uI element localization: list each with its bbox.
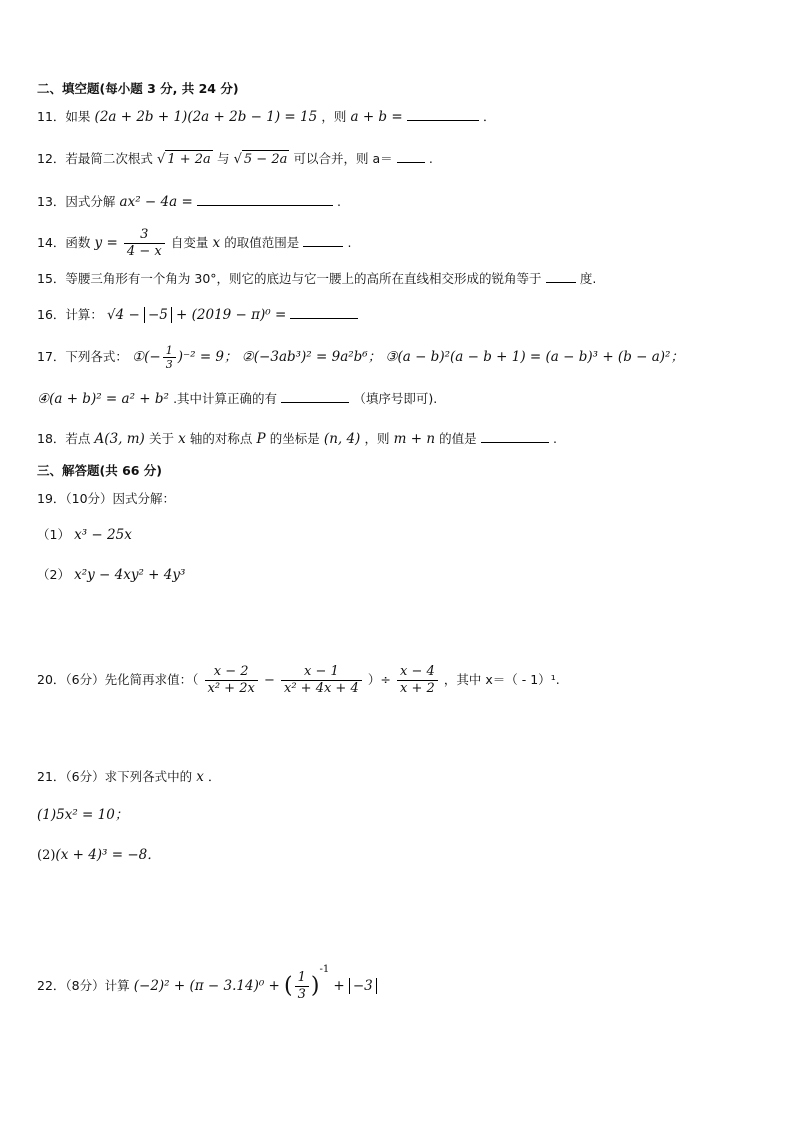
q17-frac-den: 3 [165, 358, 173, 371]
q22-label: 22．（8分）计算 [37, 978, 130, 993]
question-21-part-1: (1)5x² = 10； [37, 807, 129, 823]
q22-exponent: -1 [319, 964, 330, 975]
q19-p2-label: （2） [37, 567, 70, 582]
q22-fraction [295, 970, 309, 1003]
q20-div: ）÷ [367, 672, 391, 687]
q17-answer-blank[interactable] [281, 390, 349, 403]
q14-mid: 自变量 [170, 235, 209, 250]
q15-answer-blank[interactable] [546, 270, 576, 283]
q12-mid1: 与 [216, 151, 230, 166]
q19-p1-expr: x³ − 25x [74, 527, 132, 543]
q20-minus: − [263, 673, 275, 688]
q20-fraction-2 [281, 664, 362, 697]
q15-end: 度. [579, 271, 597, 286]
q18-m2: 轴的对称点 [189, 431, 253, 446]
question-15 [37, 270, 596, 289]
q11-mid: ，则 [321, 109, 347, 124]
q22-e1: (−2)² + (π − 3.14)⁰ + [133, 978, 280, 994]
question-18 [37, 430, 557, 449]
question-22: 22．（8分）计算 (−2)² + (π − 3.14)⁰ + ( $\frac{1}{3}$ )$^{-1}$ + −3 [37, 950, 377, 1007]
q14-fraction [124, 227, 165, 260]
q11-expr2: a + b = [350, 109, 403, 125]
q16-e1: √4 − [107, 307, 140, 323]
q17-item1-b: )⁻² = 9； [177, 349, 238, 365]
q18-x: x [178, 431, 186, 447]
q18-label: 18．若点 [37, 431, 91, 446]
question-17-cont [37, 390, 437, 409]
q18-m5: 的值是 [439, 431, 477, 446]
q21-end: ． [208, 769, 221, 784]
q22-abs: −3 [349, 978, 377, 994]
q22-frac-num: 1 [295, 970, 309, 987]
q16-answer-blank[interactable] [290, 306, 358, 319]
q12-mid2: 可以合并，则 a＝ [293, 151, 393, 166]
q14-end: . [347, 235, 352, 250]
sqrt-icon: √ [233, 152, 242, 167]
q21-p2-expr: (x + 4)³ = −8． [55, 847, 161, 863]
q12-radicand-2: 5 − 2a [243, 152, 288, 167]
question-14 [37, 226, 352, 261]
q13-answer-blank[interactable] [197, 193, 333, 206]
q20-f3-den: x + 2 [400, 681, 435, 696]
q18-end: . [552, 431, 557, 446]
question-16 [37, 306, 358, 325]
q11-answer-blank[interactable] [407, 108, 479, 121]
q17-item4: ④(a + b)² = a² + b² [37, 391, 169, 407]
q18-m4: ，则 [364, 431, 390, 446]
q21-var: x [196, 769, 204, 785]
q14-numerator: 3 [124, 227, 165, 244]
q20-tail: ，其中 x＝（ - 1）¹. [443, 672, 560, 687]
section-2-title: 二、填空题(每小题 3 分, 共 24 分) [37, 81, 239, 96]
question-20 [37, 660, 560, 701]
q14-answer-blank[interactable] [303, 234, 343, 247]
sqrt-icon: √ [157, 152, 166, 167]
q11-label: 11．如果 [37, 109, 91, 124]
question-19-part-1 [37, 526, 132, 545]
q17-item3: ③(a − b)²(a − b + 1) = (a − b)³ + (b − a)²； [385, 349, 684, 365]
q18-mn: m + n [393, 431, 436, 447]
q20-label: 20．（6分）先化简再求值：（ [37, 672, 199, 687]
q11-end: ． [482, 109, 496, 124]
q18-point-a: A(3, m) [94, 431, 145, 447]
q18-answer-blank[interactable] [481, 430, 549, 443]
q17-frac-num: 1 [163, 344, 176, 358]
q20-fraction-3 [397, 664, 438, 697]
q16-abs: −5 [144, 307, 172, 323]
q20-f2-num: x − 1 [281, 664, 362, 681]
q14-denominator: 4 − x [126, 244, 162, 259]
q13-label: 13．因式分解 [37, 194, 116, 209]
question-13 [37, 193, 341, 212]
q22-e2: + [333, 978, 345, 994]
q14-mid2: 的取值范围是 [224, 235, 300, 250]
q20-f3-num: x − 4 [397, 664, 438, 681]
q12-end: . [428, 151, 433, 166]
q21-label: 21．（6分）求下列各式中的 [37, 769, 193, 784]
q17-item1-a: ①(− [132, 349, 161, 365]
q18-m1: 关于 [148, 431, 174, 446]
q17-fraction [163, 344, 176, 371]
q20-f1-num: x − 2 [205, 664, 258, 681]
q20-f2-den: x² + 4x + 4 [284, 681, 359, 696]
question-21 [37, 768, 221, 787]
question-19: 19．（10分）因式分解： [37, 491, 176, 506]
question-11 [37, 108, 495, 127]
q14-var: x [212, 235, 221, 251]
q22-frac-den: 3 [297, 987, 306, 1002]
q20-fraction-1 [205, 664, 258, 697]
q12-answer-blank[interactable] [397, 150, 425, 163]
q21-p2-label: (2) [37, 848, 56, 863]
q12-radicand-1: 1 + 2a [167, 152, 211, 167]
q16-e3: + (2019 − π)⁰ = [176, 307, 287, 323]
q19-p2-expr: x²y − 4xy² + 4y³ [74, 567, 186, 583]
q19-p1-label: （1） [37, 527, 70, 542]
q20-f1-den: x² + 2x [207, 681, 255, 696]
section-3-title: 三、解答题(共 66 分) [37, 463, 163, 478]
q14-y: y = [94, 235, 118, 251]
q18-m3: 的坐标是 [269, 431, 320, 446]
q17-tail: .其中计算正确的有 [173, 391, 278, 406]
q17-hint: （填序号即可). [353, 391, 438, 406]
question-19-part-2 [37, 566, 185, 585]
q13-end: . [337, 194, 342, 209]
question-17 [37, 342, 684, 373]
q17-label: 17．下列各式： [37, 349, 128, 364]
q16-label: 16．计算： [37, 307, 103, 322]
q18-coord: (n, 4) [323, 431, 361, 447]
question-12 [37, 150, 433, 169]
question-21-part-2 [37, 846, 161, 865]
q18-point-p: P [256, 431, 266, 447]
q14-label: 14．函数 [37, 235, 91, 250]
q11-expr: (2a + 2b + 1)(2a + 2b − 1) = 15 [94, 109, 318, 125]
q15-text: 15．等腰三角形有一个角为 30°，则它的底边与它一腰上的高所在直线相交形成的锐角等于 [37, 271, 542, 286]
q17-item2: ②(−3ab³)² = 9a²b⁶； [241, 349, 382, 365]
q13-expr: ax² − 4a = [119, 194, 193, 210]
q12-label: 12．若最简二次根式 [37, 151, 153, 166]
